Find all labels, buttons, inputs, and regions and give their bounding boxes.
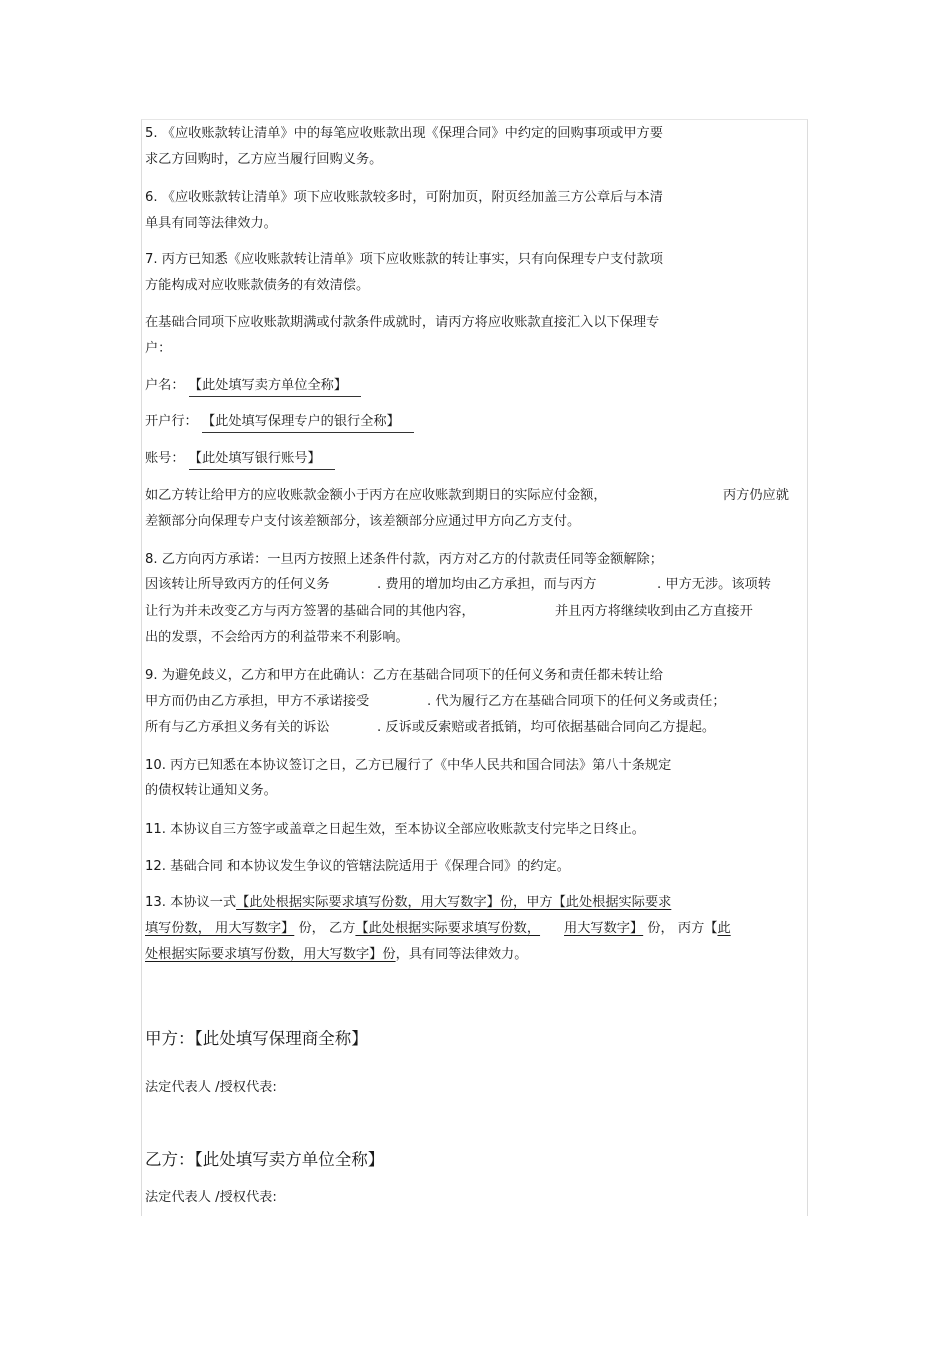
account-name-row	[145, 376, 361, 397]
clause-9-line-3a: 所有与乙方承担义务有关的诉讼	[145, 720, 330, 735]
party-a-title: 甲方：【此处填写保理商全称】	[145, 1029, 368, 1048]
clause-10-line-1: 10. 丙方已知悉在本协议签订之日，乙方已履行了《中华人民共和国合同法》第八十条规定	[145, 758, 672, 773]
account-name-field: 【此处填写卖方单位全称】	[189, 376, 361, 397]
clause-7-line-2: 方能构成对应收账款债务的有效清偿。	[145, 278, 370, 293]
party-b-representative: 法定代表人 /授权代表:	[145, 1190, 277, 1205]
clause-8-line-3b: 并且丙方将继续收到由乙方直接开	[555, 604, 753, 619]
account-number-label: 账号：	[145, 451, 185, 466]
clause-8-line-3a: 让行为并未改变乙方与丙方签署的基础合同的其他内容，	[145, 604, 475, 619]
copies-fill-2: 填写份数， 用大写数字】	[145, 921, 295, 936]
shortfall-line-1b: 丙方仍应就	[723, 488, 789, 503]
document-page	[141, 119, 808, 1216]
account-number-row	[145, 449, 335, 470]
copies-text-b: 份， 乙方	[294, 921, 356, 936]
clause-9-line-1: 9. 为避免歧义，乙方和甲方在此确认：乙方在基础合同项下的任何义务和责任都未转让给	[145, 668, 663, 683]
party-a-representative: 法定代表人 /授权代表:	[145, 1080, 277, 1095]
remit-line-1: 在基础合同项下应收账款期满或付款条件成就时，请丙方将应收账款直接汇入以下保理专	[145, 315, 660, 330]
clause-5-line-1: 5. 《应收账款转让清单》中的每笔应收账款出现《保理合同》中约定的回购事项或甲方要	[145, 126, 663, 141]
copies-fill-4: 用大写数字】	[564, 921, 644, 936]
clause-9-line-2a: 甲方而仍由乙方承担，甲方不承诺接受	[145, 694, 370, 709]
shortfall-line-2: 差额部分向保理专户支付该差额部分，该差额部分应通过甲方向乙方支付。	[145, 514, 581, 529]
account-number-field: 【此处填写银行账号】	[189, 449, 335, 470]
copies-fill-6: 处根据实际要求填写份数，用大写数字】份	[145, 947, 396, 962]
copies-fill-5: 此	[717, 921, 731, 936]
clause-8-line-2c: . 甲方无涉。该项转	[657, 577, 771, 592]
shortfall-line-1a: 如乙方转让给甲方的应收账款金额小于丙方在应收账款到期日的实际应付金额，	[145, 488, 607, 503]
clause-13-line-3	[145, 945, 527, 965]
clause-13-text: 13. 本协议一式	[145, 895, 237, 910]
clause-8-line-2b: . 费用的增加均由乙方承担，而与丙方	[377, 577, 597, 592]
clause-6-line-2: 单具有同等法律效力。	[145, 216, 277, 231]
remit-line-2: 户：	[145, 341, 172, 356]
account-name-label: 户名：	[145, 378, 185, 393]
account-bank-label: 开户行：	[145, 414, 198, 429]
clause-6-line-1: 6. 《应收账款转让清单》项下应收账款较多时，可附加页，附页经加盖三方公章后与本清	[145, 190, 663, 205]
copies-fill-3: 【此处根据实际要求填写份数，	[355, 921, 541, 936]
clause-13-line-2	[145, 919, 731, 939]
clause-7-line-1: 7. 丙方已知悉《应收账款转让清单》项下应收账款的转让事实，只有向保理专户支付款项	[145, 252, 663, 267]
clause-9-line-2b: . 代为履行乙方在基础合同项下的任何义务或责任；	[427, 694, 726, 709]
account-bank-field: 【此处填写保理专户的银行全称】	[202, 412, 414, 433]
clause-11: 11. 本协议自三方签字或盖章之日起生效，至本协议全部应收账款支付完毕之日终止。	[145, 822, 645, 837]
clause-5-line-2: 求乙方回购时，乙方应当履行回购义务。	[145, 152, 383, 167]
clause-8-line-4: 出的发票，不会给丙方的利益带来不利影响。	[145, 630, 409, 645]
clause-9-line-3b: . 反诉或反索赔或者抵销，均可依据基础合同向乙方提起。	[377, 720, 716, 735]
clause-8-line-2a: 因该转让所导致丙方的任何义务	[145, 577, 330, 592]
party-b-title: 乙方：【此处填写卖方单位全称】	[145, 1150, 385, 1169]
clause-13-line-1	[145, 893, 671, 913]
copies-text-c: 份， 丙方【	[643, 921, 718, 936]
clause-13-end: ，具有同等法律效力。	[395, 947, 528, 962]
copies-fill-1: 【此处根据实际要求填写份数，用大写数字】份，甲方【此处根据实际要求	[236, 895, 672, 910]
clause-10-line-2: 的债权转让通知义务。	[145, 783, 277, 798]
account-bank-row	[145, 412, 414, 433]
clause-12: 12. 基础合同 和本协议发生争议的管辖法院适用于《保理合同》的约定。	[145, 859, 570, 874]
clause-8-line-1: 8. 乙方向丙方承诺：一旦丙方按照上述条件付款，丙方对乙方的付款责任同等金额解除；	[145, 552, 663, 567]
